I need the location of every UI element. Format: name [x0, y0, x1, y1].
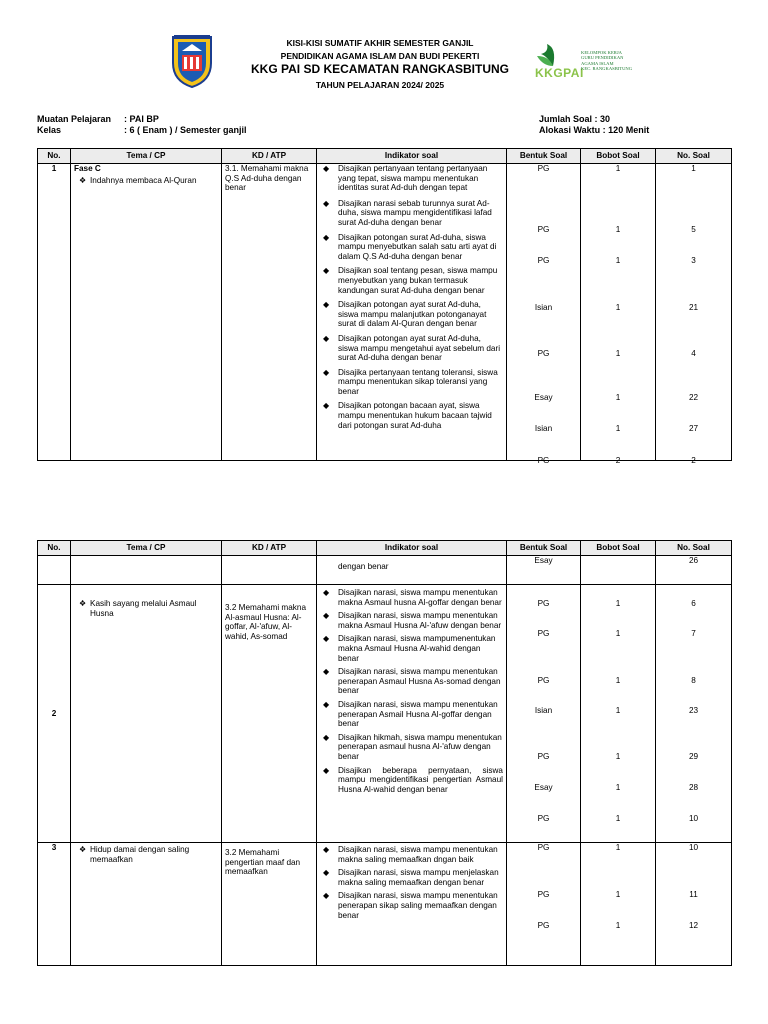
- col-no: No.: [38, 541, 71, 556]
- indikator-text: Disajikan potongan surat Ad-duha, siswa mampu menyebutkan salah satu arti ayat di dalam Q.S Ad-duha dengan benar: [338, 232, 497, 261]
- indikator-text: Disajikan narasi, siswa mampu menentukan makna saling memaafkan dngan baik: [338, 845, 498, 864]
- nosoal-value: 26: [656, 556, 732, 585]
- nosoal-value: 1: [691, 164, 696, 173]
- tema-item: [74, 845, 218, 864]
- diamond-icon: ◆: [323, 699, 330, 709]
- bentuk-cell: [507, 164, 581, 465]
- indikator-item: [320, 401, 503, 430]
- bentuk-value: PG: [537, 814, 550, 823]
- bentuk-value: PG: [537, 752, 550, 761]
- kkgpai-logo-text: KKGPAI: [535, 66, 584, 80]
- diamond-icon: ◆: [323, 845, 330, 854]
- indikator-text: Disajikan narasi, siswa mampu menentukan penerapan sikap saling memaafkan dengan benar: [338, 891, 498, 920]
- col-kd: KD / ATP: [222, 149, 317, 164]
- fase-label: Fase C: [74, 164, 101, 173]
- kd-cell: 3.2 Memahami makna Al-asmaul Husna: Al-goffar, Al-'afuw, Al-wahid, As-somad: [222, 585, 317, 843]
- bobot-value: 2: [615, 456, 621, 465]
- row-number: 1: [38, 164, 71, 461]
- indikator-text: Disajikan narasi, siswa mampu menentukan penerapan Asmail Husna Al-goffar dengan benar: [338, 699, 498, 729]
- table-header-row: [38, 149, 732, 164]
- bobot-value: 1: [615, 225, 621, 234]
- diamond-icon: ◆: [323, 868, 330, 878]
- bentuk-value: PG: [537, 629, 550, 638]
- bobot-value: 1: [615, 303, 621, 312]
- indikator-item: [320, 233, 503, 262]
- col-indikator: Indikator soal: [317, 149, 507, 164]
- col-nosoal: No. Soal: [656, 149, 732, 164]
- indikator-item: [320, 588, 503, 607]
- kkgpai-sub-1: KELOMPOK KERJA: [581, 50, 622, 55]
- bobot-value: 1: [615, 676, 621, 685]
- district-logo: [170, 33, 214, 89]
- bobot-value: 1: [615, 814, 621, 823]
- kkgpai-sub-4: KEC. RANGKASBITUNG: [581, 66, 633, 72]
- bentuk-value: PG: [537, 599, 550, 608]
- nosoal-value: 7: [691, 629, 696, 638]
- nosoal-value: 3: [691, 256, 696, 265]
- nosoal-value: 21: [688, 303, 699, 312]
- kkgpai-sub-2: GURU PENDIDIKAN: [581, 55, 624, 61]
- row-number: 2: [38, 585, 71, 843]
- diamond-icon: ◆: [323, 765, 330, 775]
- col-tema: Tema / CP: [71, 149, 222, 164]
- diamond-icon: ◆: [323, 300, 330, 310]
- table-row: [38, 164, 732, 461]
- indikator-text: Disajikan narasi, siswa mampu menentukan penerapan Asmaul Husna As-somad dengan benar: [338, 667, 501, 696]
- nosoal-value: 23: [688, 706, 699, 715]
- indikator-item: [320, 611, 503, 630]
- indikator-cell: [317, 556, 507, 585]
- kisi-table-1: [37, 148, 732, 465]
- bobot-value: 1: [615, 752, 621, 761]
- bobot-value: 1: [615, 256, 621, 265]
- indikator-text: dengan benar: [338, 562, 389, 571]
- nosoal-value: 10: [688, 814, 699, 823]
- bobot-cell: [581, 164, 656, 465]
- indikator-item: [320, 334, 503, 363]
- nosoal-value: 11: [689, 890, 698, 899]
- indikator-text: Disajikan hikmah, siswa mampu menentukan penerapan asmaul husna Al-'afuw dengan benar: [338, 732, 502, 761]
- indikator-text: Disajikan potongan ayat surat Ad-duha, siswa mampu malanjutkan potonganayat surat di dalam Al-Quran dengan benar: [338, 300, 487, 329]
- indikator-item: [320, 845, 503, 864]
- bobot-value: 1: [615, 843, 621, 852]
- bobot-value: 1: [615, 629, 621, 638]
- indikator-item: [320, 199, 503, 228]
- indikator-text: Disajikan potongan ayat surat Ad-duha, siswa mampu mengetahui ayat sebelum dari surat Ad-duha dengan benar: [338, 333, 501, 363]
- table-header-row: [38, 541, 732, 556]
- indikator-item: [320, 368, 503, 397]
- indikator-text: Disajikan narasi, siswa mampu menjelaskan makna saling memaafkan dengan benar: [338, 868, 499, 887]
- nosoal-value: 12: [688, 921, 699, 930]
- indikator-item: [320, 634, 503, 663]
- bentuk-cell: [507, 585, 581, 843]
- tema-item: [74, 599, 218, 618]
- bentuk-value: PG: [537, 676, 550, 685]
- table-row: [38, 843, 732, 966]
- mapel-value: : PAI BP: [124, 114, 159, 124]
- indikator-item: [320, 300, 503, 329]
- col-bobot: Bobot Soal: [581, 149, 656, 164]
- diamond-icon: ◆: [323, 611, 330, 621]
- nosoal-value: 5: [691, 225, 696, 234]
- diamond-icon: ◆: [323, 164, 330, 173]
- header-line2: PENDIDIKAN AGAMA ISLAM DAN BUDI PEKERTI: [280, 51, 480, 61]
- bentuk-value: PG: [537, 843, 550, 852]
- kd-cell: 3.1. Memahami makna Q.S Ad-duha dengan benar: [222, 164, 317, 461]
- bullet-icon: ❖: [79, 845, 87, 854]
- tema-text: Hidup damai dengan saling memaafkan: [90, 845, 190, 864]
- bentuk-value: Esay: [507, 556, 581, 585]
- kelas-value: : 6 ( Enam ) / Semester ganjil: [124, 125, 247, 135]
- indikator-item: [320, 700, 503, 729]
- indikator-item: [320, 266, 503, 295]
- indikator-text: Disajikan pertanyaan tentang pertanyaan yang tepat, siswa mampu menentukan identitas surat Ad-duh dengan tepat: [338, 164, 488, 193]
- col-no: No.: [38, 149, 71, 164]
- indikator-item: [320, 891, 503, 920]
- bentuk-value: PG: [537, 890, 550, 899]
- bobot-value: 1: [615, 424, 621, 433]
- indikator-text: Disajikan soal tentang pesan, siswa mampu menyebutkan yang bukan termasuk kandungan surat Ad-duha dengan benar: [338, 266, 498, 295]
- diamond-icon: ◆: [323, 588, 330, 597]
- kelas-label: Kelas: [37, 125, 62, 135]
- header-line4: TAHUN PELAJARAN 2024/ 2025: [315, 80, 445, 90]
- nosoal-cell: [656, 843, 732, 966]
- diamond-icon: ◆: [323, 333, 330, 343]
- header-line1: KISI-KISI SUMATIF AKHIR SEMESTER GANJIL: [286, 38, 474, 48]
- bobot-cell: [581, 843, 656, 966]
- bentuk-value: Esay: [534, 393, 553, 402]
- table-row: [38, 585, 732, 843]
- alokasi-waktu: Alokasi Waktu : 120 Menit: [539, 125, 650, 135]
- indikator-text: Disajika pertanyaan tentang toleransi, siswa mampu menentukan sikap toleransi yang benar: [338, 367, 498, 396]
- col-bobot: Bobot Soal: [581, 541, 656, 556]
- diamond-icon: ◆: [323, 667, 330, 677]
- nosoal-value: 10: [688, 843, 699, 852]
- indikator-item: [320, 667, 503, 696]
- bentuk-value: PG: [537, 164, 550, 173]
- indikator-item: [320, 868, 503, 887]
- bentuk-value: PG: [537, 456, 550, 465]
- tema-item: [74, 176, 218, 186]
- header-line3: KKG PAI SD KECAMATAN RANGKASBITUNG: [251, 62, 509, 76]
- kd-cell: 3.2 Memahami pengertian maaf dan memaafkan: [222, 843, 317, 966]
- bullet-icon: ❖: [79, 175, 87, 185]
- col-indikator: Indikator soal: [317, 541, 507, 556]
- nosoal-value: 6: [691, 599, 696, 608]
- diamond-icon: ◆: [323, 401, 330, 411]
- row-number: 3: [38, 843, 71, 966]
- nosoal-value: 28: [688, 783, 699, 792]
- indikator-text: Disajikan narasi, siswa mampu menentukan makna Asmaul Husna Al-'afuw dengan benar: [338, 611, 502, 630]
- bobot-value: 1: [615, 921, 621, 930]
- tema-text: Kasih sayang melalui Asmaul Husna: [90, 599, 197, 618]
- bentuk-value: Esay: [534, 783, 553, 792]
- bentuk-value: PG: [537, 256, 550, 265]
- nosoal-value: 4: [691, 349, 696, 358]
- tema-text: Indahnya membaca Al-Quran: [90, 175, 197, 185]
- bentuk-value: Isian: [534, 424, 553, 433]
- bobot-value: 1: [615, 349, 621, 358]
- indikator-text: Disajikan beberapa pernyataan, siswa mampu mengidentifikasi pengertian Asmaul Husna Al-wahid dengan benar: [338, 765, 503, 794]
- bentuk-value: PG: [537, 225, 550, 234]
- kkgpai-sub-3: AGAMA ISLAM: [581, 60, 614, 66]
- bobot-value: 1: [615, 164, 621, 173]
- tema-cell: [71, 585, 222, 843]
- bobot-value: 1: [615, 783, 621, 792]
- col-bentuk: Bentuk Soal: [507, 149, 581, 164]
- diamond-icon: ◆: [323, 266, 330, 276]
- kisi-table-2: [37, 540, 732, 966]
- indikator-cell: [317, 585, 507, 843]
- diamond-icon: ◆: [323, 732, 330, 742]
- indikator-text: Disajikan narasi sebab turunnya surat Ad-duha, siswa mampu mengidentifikasi lafad surat Ad-duha dengan benar: [338, 198, 492, 227]
- mapel-label: Muatan Pelajaran: [37, 114, 112, 124]
- bentuk-value: PG: [537, 349, 550, 358]
- bobot-value: 1: [615, 393, 621, 402]
- indikator-item: [320, 164, 503, 193]
- diamond-icon: ◆: [323, 367, 330, 377]
- col-nosoal: No. Soal: [656, 541, 732, 556]
- nosoal-value: 27: [688, 424, 699, 433]
- indikator-cell: [317, 843, 507, 966]
- diamond-icon: ◆: [323, 634, 330, 644]
- bullet-icon: ❖: [79, 599, 87, 608]
- bentuk-value: Isian: [534, 706, 553, 715]
- bentuk-cell: [507, 843, 581, 966]
- diamond-icon: ◆: [323, 198, 330, 208]
- bobot-value: 1: [615, 890, 621, 899]
- tema-cell: [71, 843, 222, 966]
- indikator-item: [320, 766, 503, 795]
- col-bentuk: Bentuk Soal: [507, 541, 581, 556]
- indikator-cell: [317, 164, 507, 461]
- diamond-icon: ◆: [323, 232, 330, 242]
- indikator-text: Disajikan narasi, siswa mampu menentukan makna Asmaul husna Al-goffar dengan benar: [338, 588, 502, 607]
- jumlah-soal: Jumlah Soal : 30: [539, 114, 611, 124]
- indikator-text: Disajikan potongan bacaan ayat, siswa mampu menentukan hukum bacaan tajwid dari potongan surat Ad-duha: [338, 401, 492, 430]
- table-row: [38, 556, 732, 585]
- nosoal-value: 2: [691, 456, 696, 465]
- col-tema: Tema / CP: [71, 541, 222, 556]
- kkgpai-logo: [533, 40, 643, 84]
- bobot-value: 1: [615, 706, 621, 715]
- nosoal-cell: [656, 164, 732, 465]
- nosoal-value: 22: [688, 393, 699, 402]
- nosoal-value: 8: [691, 676, 696, 685]
- tema-cell: [71, 164, 222, 461]
- bentuk-value: Isian: [534, 303, 553, 312]
- bentuk-value: PG: [537, 921, 550, 930]
- indikator-item: [320, 733, 503, 762]
- indikator-text: Disajikan narasi, siswa mampumenentukan makna Asmaul Husna Al-wahid dengan benar: [338, 634, 496, 663]
- nosoal-cell: [656, 585, 732, 843]
- diamond-icon: ◆: [323, 891, 330, 901]
- nosoal-value: 29: [688, 752, 699, 761]
- bobot-cell: [581, 585, 656, 843]
- col-kd: KD / ATP: [222, 541, 317, 556]
- bobot-value: 1: [615, 599, 621, 608]
